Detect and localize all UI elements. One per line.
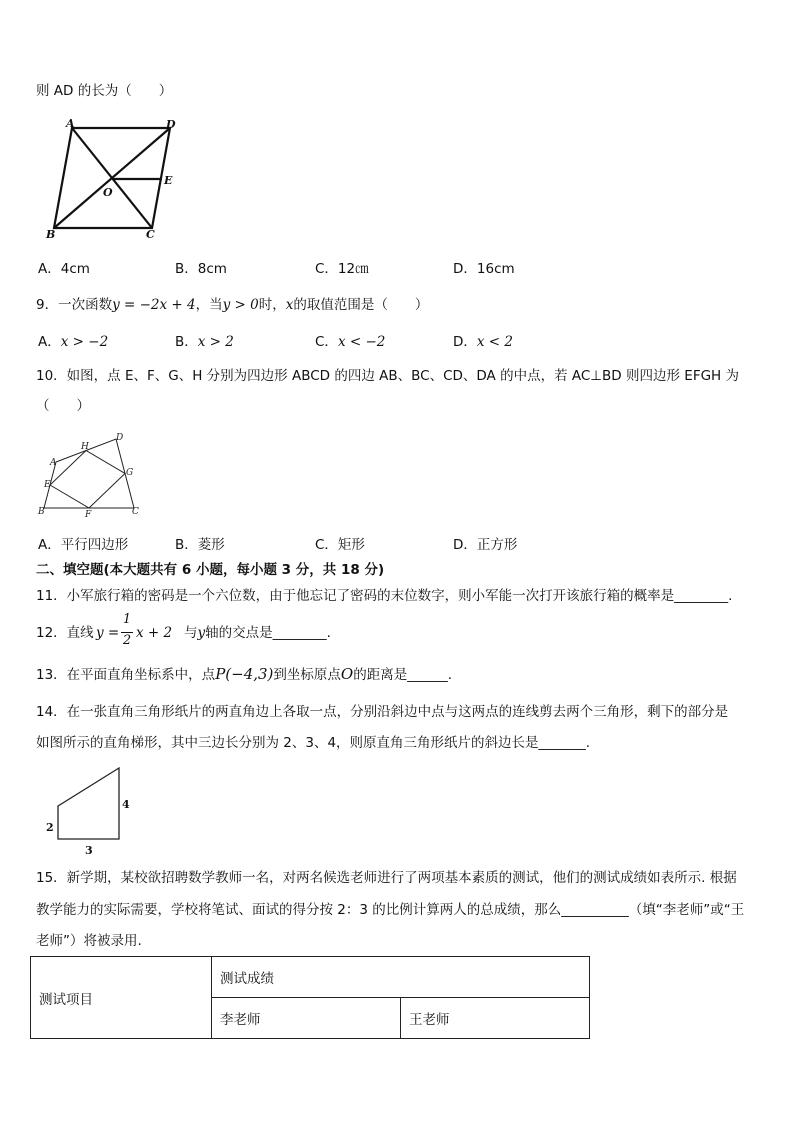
q10-quadrilateral-figure xyxy=(36,430,146,520)
q10-option-c: C．矩形 xyxy=(315,537,365,553)
q14-label-3: 3 xyxy=(85,844,93,856)
table-header-test-item: 测试项目 xyxy=(31,957,212,1039)
q8-label-a: A xyxy=(66,118,75,130)
q12-post: 与 xyxy=(184,625,198,641)
q12-pre: 12．直线 xyxy=(36,625,94,641)
section-2-title: 二、填空题(本大题共有 6 小题，每小题 3 分，共 18 分) xyxy=(36,562,385,578)
q12-yaxis: y xyxy=(197,625,206,641)
table-header-teacher-wang: 王老师 xyxy=(401,998,590,1039)
table-header-teacher-li: 李老师 xyxy=(212,998,401,1039)
q9-option-d: D．x < 2 xyxy=(453,334,514,350)
q9-function: y = −2x + 4 xyxy=(112,297,196,313)
q13-text xyxy=(36,665,452,684)
q13-end: 的距离是______. xyxy=(353,667,453,683)
q11-text: 11．小军旅行箱的密码是一个六位数，由于他忘记了密码的末位数字，则小军能一次打开该旅行箱的概率是________. xyxy=(36,588,733,604)
q14-line-2: 如图所示的直角梯形，其中三边长分别为 2、3、4，则原直角三角形纸片的斜边长是_______. xyxy=(36,735,591,751)
q8-parallelogram-figure xyxy=(40,118,190,242)
q13-pre: 13．在平面直角坐标系中，点 xyxy=(36,667,216,683)
q9-stem-end: 的取值范围是（ ） xyxy=(293,297,429,313)
q12-end: 轴的交点是________. xyxy=(205,625,331,641)
q12-y: y = xyxy=(96,625,120,641)
q10-option-b: B．菱形 xyxy=(175,537,225,553)
q10-label-f: F xyxy=(85,510,92,520)
q9-stem xyxy=(36,296,428,314)
q13-mid: 到坐标原点 xyxy=(273,667,341,683)
q13-point: P(−4,3) xyxy=(215,665,274,683)
q8-label-b: B xyxy=(46,228,56,241)
q15-line-1: 15．新学期，某校欲招聘数学教师一名，对两名候选老师进行了两项基本素质的测试，他们的测试成绩如表所示. 根据 xyxy=(36,870,737,886)
q12-tail xyxy=(184,624,331,642)
q8-stem: 则 AD 的长为（ ） xyxy=(36,83,173,99)
q10-option-a: A．平行四边形 xyxy=(38,537,129,553)
q8-option-b: B．8cm xyxy=(175,261,227,277)
q9-stem-post: 时， xyxy=(258,297,286,313)
q15-line-2: 教学能力的实际需要，学校将笔试、面试的得分按 2：3 的比例计算两人的总成绩，那么__________（填“李老师”或“王 xyxy=(36,902,745,918)
q10-label-a: A xyxy=(50,458,57,468)
q8-label-o: O xyxy=(103,186,113,199)
q9-option-b: B．x > 2 xyxy=(175,334,234,350)
q9-option-a: A．x > −2 xyxy=(38,334,109,350)
q9-variable: x xyxy=(285,297,294,313)
q9-stem-pre: 9．一次函数 xyxy=(36,297,113,313)
q14-label-2: 2 xyxy=(46,821,54,834)
q14-line-1: 14．在一张直角三角形纸片的两直角边上各取一点，分别沿斜边中点与这两点的连线剪去两个三角形，剩下的部分是 xyxy=(36,704,729,720)
q8-label-e: E xyxy=(164,174,173,187)
q10-label-b: B xyxy=(38,507,45,517)
q8-option-c: C．12㎝ xyxy=(315,261,369,277)
q9-stem-mid: ，当 xyxy=(195,297,223,313)
q8-label-d: D xyxy=(166,118,176,131)
q8-option-d: D．16cm xyxy=(453,261,515,277)
table-header-scores: 测试成绩 xyxy=(212,957,590,998)
q10-option-d: D．正方形 xyxy=(453,537,518,553)
q10-label-d: D xyxy=(116,433,124,443)
q10-label-g: G xyxy=(126,468,134,478)
q12-fraction-denominator: 2 xyxy=(122,633,132,648)
q10-stem: 10．如图，点 E、F、G、H 分别为四边形 ABCD 的四边 AB、BC、CD、DA 的中点，若 AC⊥BD 则四边形 EFGH 为 xyxy=(36,368,739,384)
q8-label-c: C xyxy=(146,228,155,241)
q12-fraction-numerator: 1 xyxy=(122,612,132,627)
q10-label-c: C xyxy=(132,507,139,517)
q12-rest: x + 2 xyxy=(136,625,173,641)
q15-line-3: 老师”）将被录用. xyxy=(36,933,142,949)
q10-stem-cont: （ ） xyxy=(36,398,90,414)
q10-label-h: H xyxy=(81,442,89,452)
q9-option-c: C．x < −2 xyxy=(315,334,386,350)
q13-origin: O xyxy=(340,665,354,683)
q8-option-a: A．4cm xyxy=(38,261,90,277)
q14-trapezoid-figure xyxy=(40,762,140,856)
q15-score-table xyxy=(30,956,590,1039)
q9-condition: y > 0 xyxy=(222,297,259,313)
q10-label-e: E xyxy=(44,480,51,490)
q14-label-4: 4 xyxy=(122,798,130,811)
